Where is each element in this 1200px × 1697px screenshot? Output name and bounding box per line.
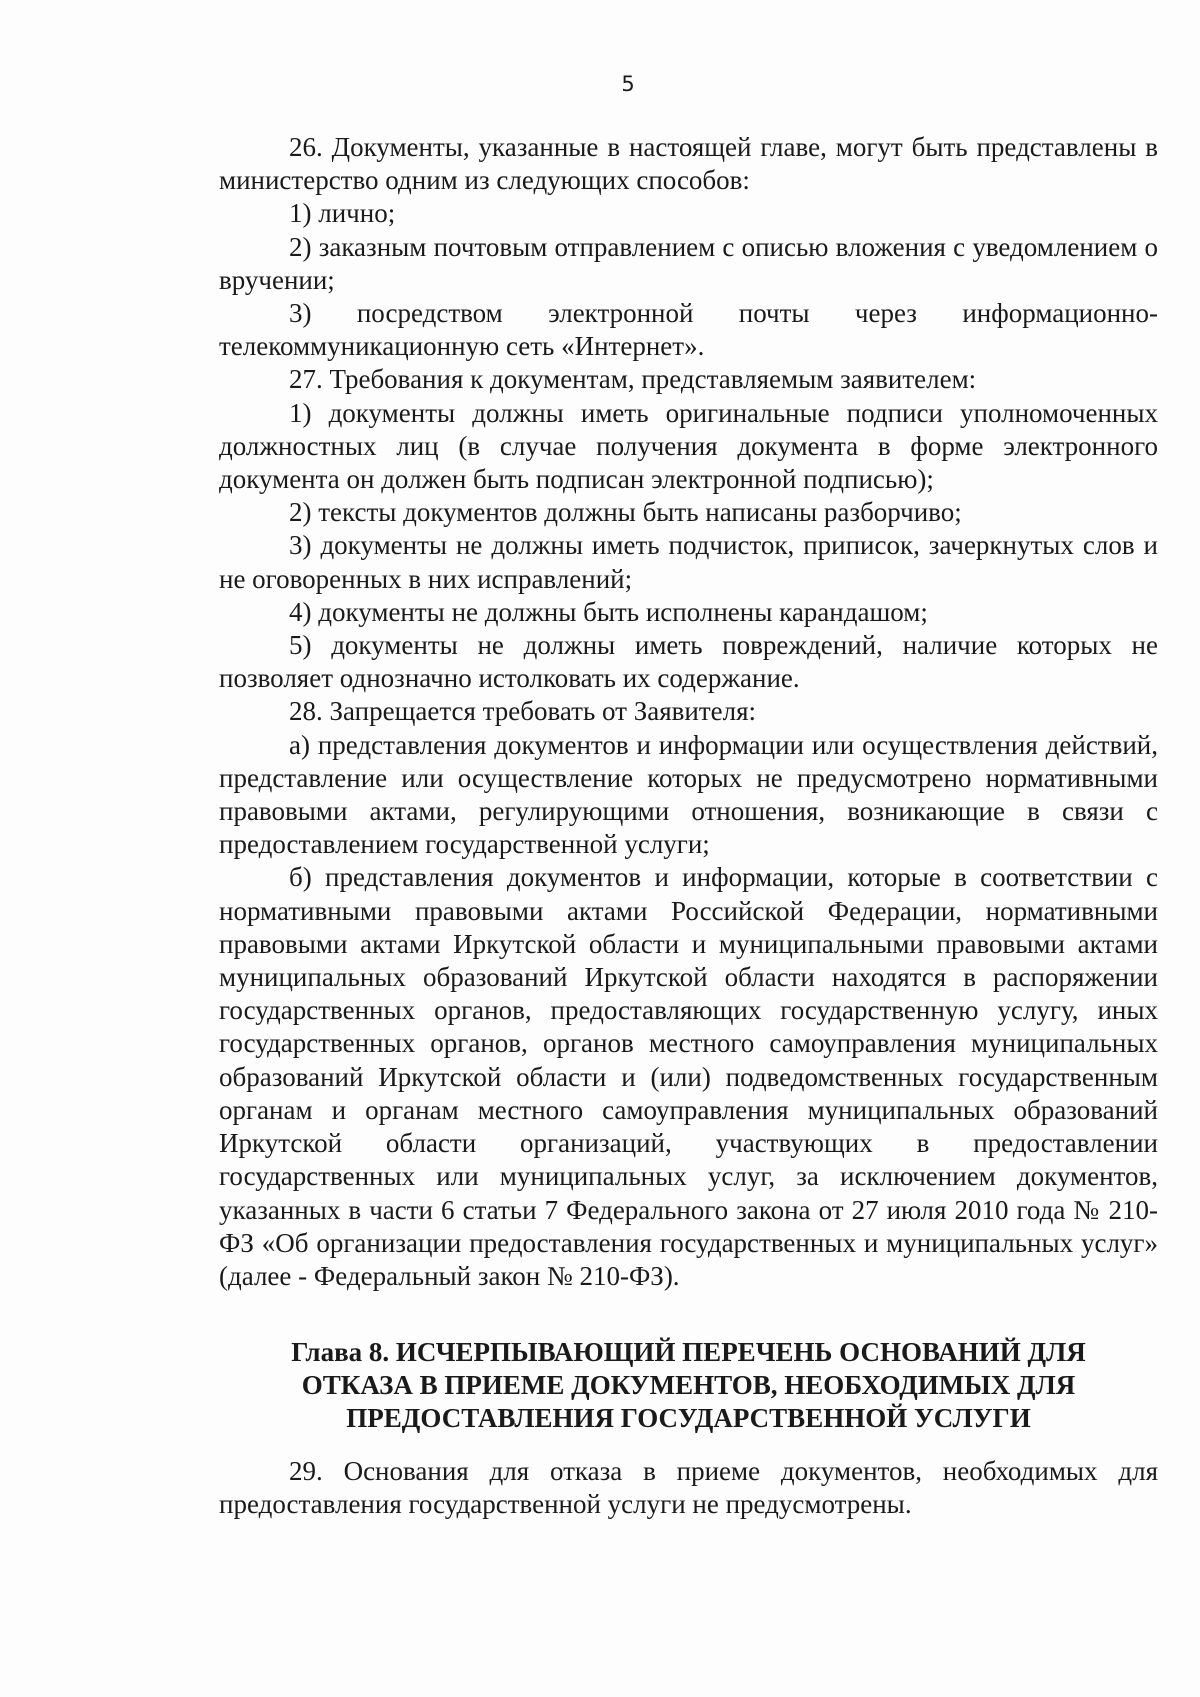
list-item: 4) документы не должны быть исполнены карандашом;	[289, 596, 928, 627]
paragraph-28: 28. Запрещается требовать от Заявителя:	[289, 696, 757, 727]
list-item: 3) посредством электронной почты через информационно-телекоммуникационную сеть «Интернет».	[219, 298, 1158, 362]
chapter-heading-line: Глава 8. ИСЧЕРПЫВАЮЩИЙ ПЕРЕЧЕНЬ ОСНОВАНИЙ ДЛЯ	[291, 1337, 1086, 1367]
list-item: б) представления документов и информации, которые в соответствии с нормативными правовыми актами Российской Федерации, нормативными правовыми актами Иркутской области и муниципальными правовыми актами муниципальных образований Иркутской области находятся в распоряжении государственных органов, предоставляющих государственную услугу, иных государственных органов, органов местного самоуправления муниципальных образований Иркутской области и (или) подведомственных государственным органам и органам местного самоуправления муниципальных образований Иркутской области организаций, участвующих в предоставлении государственных или муниципальных услуг, за исключением документов, указанных в части 6 статьи 7 Федерального закона от 27 июля 2010 года № 210-ФЗ «Об организации предоставления государственных и муниципальных услуг» (далее - Федеральный закон № 210-ФЗ).	[219, 862, 1158, 1291]
chapter-heading	[219, 1336, 1158, 1435]
list-item: 3) документы не должны иметь подчисток, приписок, зачеркнутых слов и не оговоренных в них исправлений;	[219, 530, 1158, 594]
page-number: 5	[621, 72, 635, 96]
chapter-heading-line: ПРЕДОСТАВЛЕНИЯ ГОСУДАРСТВЕННОЙ УСЛУГИ	[346, 1403, 1031, 1433]
list-item: 1) документы должны иметь оригинальные подписи уполномоченных должностных лиц (в случае получения документа в форме электронного документа он должен быть подписан электронной подписью);	[219, 397, 1158, 495]
list-item: 1) лично;	[289, 198, 396, 229]
document-body	[219, 131, 1158, 1293]
closing-section	[219, 1455, 1158, 1521]
paragraph-27: 27. Требования к документам, представляемым заявителем:	[289, 364, 977, 395]
list-item: 5) документы не должны иметь повреждений, наличие которых не позволяет однозначно истолковать их содержание.	[219, 630, 1158, 694]
paragraph-26: 26. Документы, указанные в настоящей главе, могут быть представлены в министерство одним из следующих способов:	[219, 132, 1158, 196]
paragraph-29: 29. Основания для отказа в приеме документов, необходимых для предоставления государственной услуги не предусмотрены.	[219, 1456, 1158, 1520]
list-item: 2) тексты документов должны быть написаны разборчиво;	[289, 497, 962, 528]
list-item: 2) заказным почтовым отправлением с описью вложения с уведомлением о вручении;	[219, 231, 1158, 295]
list-item: а) представления документов и информации или осуществления действий, представление или осуществление которых не предусмотрено нормативными правовыми актами, регулирующими отношения, возникающие в связи с предоставлением государственной услуги;	[219, 729, 1158, 860]
chapter-heading-line: ОТКАЗА В ПРИЕМЕ ДОКУМЕНТОВ, НЕОБХОДИМЫХ ДЛЯ	[301, 1370, 1076, 1400]
